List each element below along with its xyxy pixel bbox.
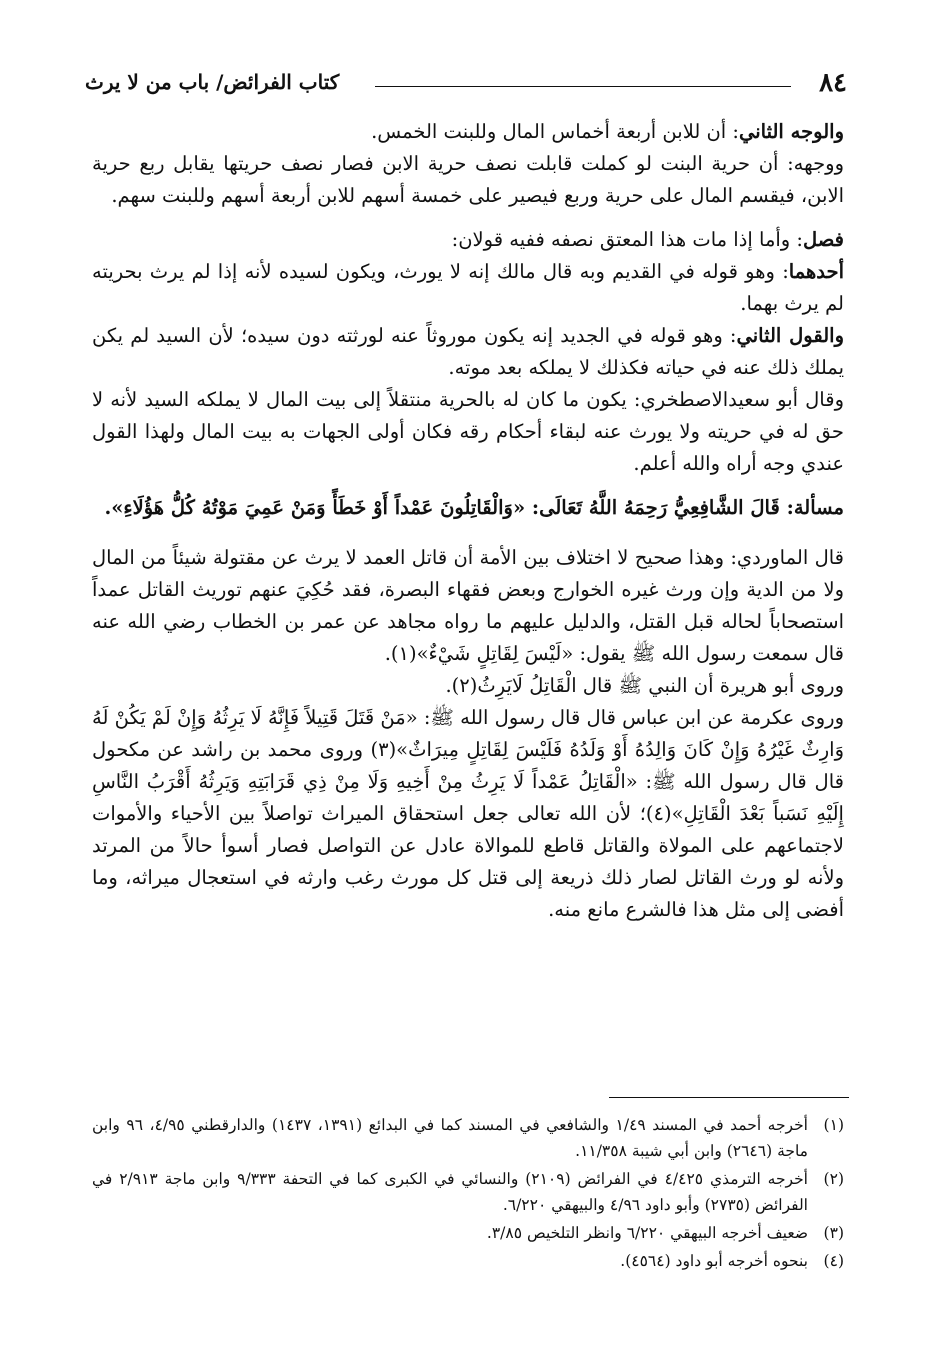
paragraph-lead: والقول الثاني [736,324,844,347]
footnote-number: (٢) [823,1170,844,1188]
paragraph-text: : وهو قوله في الجديد إنه يكون موروثاً عنه لورثته دون سيده؛ لأن السيد لم يكن يملك ذلك عنه في حياته فكذلك لا يملكه بعد موته. [92,324,844,379]
footnote-text: بنحوه أخرجه أبو داود (٤٥٦٤). [620,1252,808,1270]
paragraph [92,116,844,148]
footnotes [92,1112,844,1276]
footnote-text: أخرجه أحمد في المسند ١/٤٩ والشافعي في المسند كما في البدائع (١٣٩١، ١٤٣٧) والدارقطني ٤/٩٥، ٩٦ وابن ماجة (٢٦٤٦) وابن أبي شيبة ١١/٣٥٨. [92,1116,808,1160]
paragraph [92,702,844,926]
paragraph-text: وروى أبو هريرة أن النبي ﷺ قال الْقَاتِلُ لَايَرِثُ(٢). [445,674,844,697]
footnote-number: (١) [823,1116,844,1134]
paragraph-lead: فصل [803,228,844,251]
main-text [92,116,844,926]
footnote [92,1248,844,1274]
paragraph-text: : وأما إذا مات هذا المعتق نصفه ففيه قولان: [451,228,803,251]
footnote [92,1112,844,1164]
paragraph [92,224,844,256]
paragraph [92,148,844,212]
footnote-number: (٣) [823,1224,844,1242]
footnote-text: ضعيف أخرجه البيهقي ٦/٢٢٠ وانظر التلخيص ٣/٨٥. [486,1224,808,1242]
paragraph-lead: أحدهما [788,260,844,283]
footnote [92,1220,844,1246]
paragraph-text: وروى عكرمة عن ابن عباس قال قال رسول الله ﷺ: «مَنْ قَتَلَ قَتِيلاً فَإِنَّهُ لَا يَرِثُهُ وَإِنْ لَمْ يَكُنْ لَهُ وَارِثٌ غَيْرُهُ وَإِنْ كَانَ وَالِدُهُ أَوْ وَلَدُهُ فَلَيْسَ لِقَاتِلٍ مِيرَاثٌ»(٣) وروى محمد بن راشد عن مكحول قال قال رسول الله ﷺ: «الْقَاتِلُ عَمْداً لَا يَرِثُ مِنْ أَخِيهِ وَلَا مِنْ ذِي قَرَابَتِهِ وَيَرِثُهُ أَقْرَبُ النَّاسِ إِلَيْهِ نَسَباً بَعْدَ الْقَاتِلِ»(٤)؛ لأن الله تعالى جعل استحقاق الميراث تواصلاً بين الأحياء والأموات لاجتماعهم على المولاة والقاتل قاطع للموالاة عادل عن التواصل فصار أسوأ حالاً من المرتد ولأنه لو ورث القاتل لصار ذلك ذريعة إلى قتل كل مورث رغب وارثه في استعجال ميراثه، وما أفضى إلى مثل هذا فالشرع مانع منه. [92,706,844,921]
footnote-text: أخرجه الترمذي ٤/٤٢٥ في الفرائض (٢١٠٩) والنسائي في الكبرى كما في التحفة ٩/٣٣٣ وابن ماجة ٢/٩١٣ في الفرائض (٢٧٣٥) وأبو داود ٤/٩٦ والبيهقي ٦/٢٢٠. [92,1170,808,1214]
paragraph [92,542,844,670]
paragraph-lead: مسألة [793,496,844,519]
paragraph [92,492,844,524]
paragraph [92,256,844,320]
paragraph-text: قال الماوردي: وهذا صحيح لا اختلاف بين الأمة أن قاتل العمد لا يرث عن مقتولة شيئاً من المال ولا من الدية وإن ورث غيره الخوارج وبعض فقهاء البصرة، فقد حُكِيَ عنهم توريث القاتل عمداً استصحاباً لحاله قبل القتل، والدليل عليهم ما رواه مجاهد عن عمر بن الخطاب رضي الله عنه قال سمعت رسول الله ﷺ يقول: «لَيْسَ لِقَاتِلٍ شَيْءٌ»(١). [92,546,844,665]
paragraph-lead: والوجه الثاني [738,120,844,143]
paragraph-text: : أن للابن أربعة أخماس المال وللبنت الخمس. [371,120,739,143]
page-number: ٨٤ [819,68,847,98]
paragraph-text: : وهو قوله في القديم وبه قال مالك إنه لا يورث، ويكون لسيده لأنه إذا لم يرث بحريته لم يرث بهما. [92,260,844,315]
header-rule [375,86,791,87]
paragraph-text: وقال أبو سعيدالاصطخري: يكون ما كان له بالحرية منتقلاً إلى بيت المال لا يملكه السيد لأنه لا حق له في حريته ولا يورث عنه لبقاء أحكام رقه فكان أولى الجهات به بيت المال ولهذا القول عندي وجه أراه والله أعلم. [92,388,844,475]
paragraph [92,320,844,384]
page-header [85,66,847,102]
paragraph-text: : قَالَ الشَّافِعِيُّ رَحِمَهُ اللَّهُ تَعَالَى: «وَالْقَاتِلُونَ عَمْداً أَوْ خَطَأً وَمَنْ عَمِيَ مَوْتُهُ كُلُّ هَؤُلَاءِ». [104,496,794,519]
footnote [92,1166,844,1218]
paragraph [92,670,844,702]
footnote-number: (٤) [823,1252,844,1270]
paragraph-text: ووجهه: أن حرية البنت لو كملت قابلت نصف حرية الابن فصار نصف حريتها يقابل ربع حرية الابن، فيقسم المال على حرية وربع فيصير على خمسة أسهم للابن أربعة أسهم وللبنت سهم. [92,152,844,207]
running-title: كتاب الفرائض/ باب من لا يرث [85,70,340,94]
footnote-rule [609,1097,849,1098]
paragraph [92,384,844,480]
